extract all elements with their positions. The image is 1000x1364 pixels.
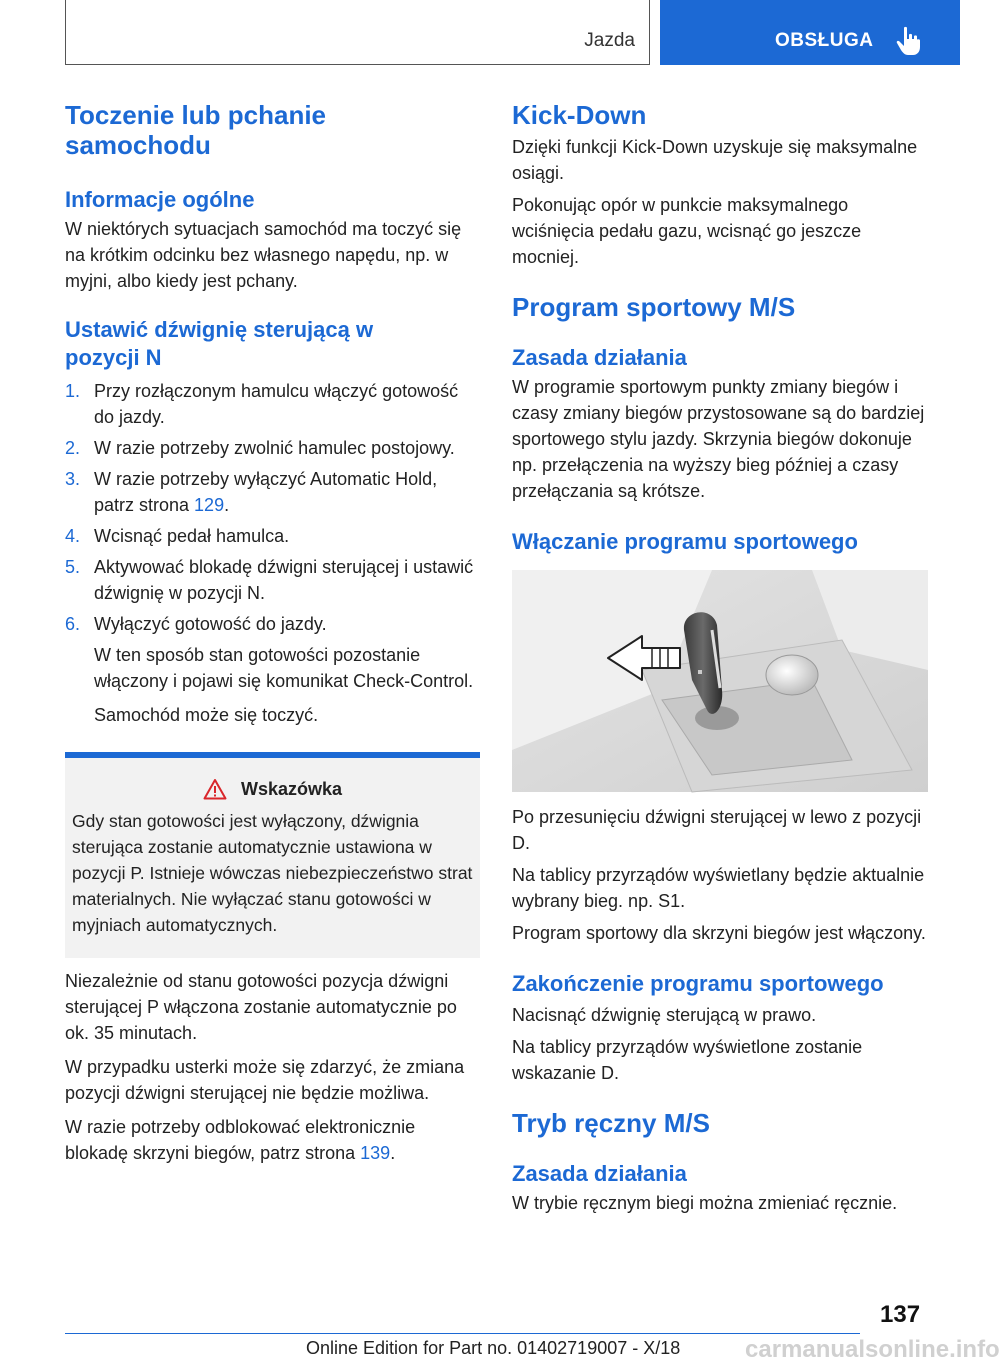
- warning-note-header: [72, 778, 473, 800]
- list-item: 3. W razie potrzeby wyłączyć Automatic Hold, patrz strona 129.: [65, 469, 438, 515]
- list-item: 5. Aktywować blokadę dźwigni sterującej i ustawić dźwignię w pozycji N.: [65, 557, 474, 603]
- sport-principle-text: W programie sportowym punkty zmiany biegów i czasy zmiany biegów przystosowane są do bardziej sportowego stylu jazdy. Skrzynia biegów dokonuje np. przełączenia na wyższy bieg później a czasy przełączania są krótsze.: [512, 377, 925, 501]
- header-frame: [65, 0, 650, 65]
- list-item: 1. Przy rozłączonym hamulcu włączyć gotowość do jazdy.: [65, 381, 459, 427]
- auto-park-text: Niezależnie od stanu gotowości pozycja dźwigni sterującej P włączona zostanie automatycznie po ok. 35 minutach.: [65, 971, 457, 1043]
- list-item: 6. Wyłączyć gotowość do jazdy.: [65, 614, 327, 634]
- warning-note: [65, 752, 480, 958]
- sport-on-text-1: Po przesunięciu dźwigni sterującej w lewo z pozycji D.: [512, 807, 922, 853]
- page-link-129[interactable]: 129: [194, 495, 225, 515]
- left-column: [65, 100, 480, 1166]
- set-lever-heading: Ustawić dźwignię sterującą w pozycji N: [65, 317, 374, 370]
- sport-on-heading: Włączanie programu sportowego: [512, 529, 858, 554]
- list-item: 2. W razie potrzeby zwolnić hamulec postojowy.: [65, 438, 455, 458]
- left-title: Toczenie lub pchanie samochodu: [65, 100, 327, 160]
- chapter-tab-label: OBSŁUGA: [775, 30, 874, 51]
- kickdown-text-1: Dzięki funkcji Kick-Down uzyskuje się maksymalne osiągi.: [512, 137, 918, 183]
- footer-divider: [65, 1333, 860, 1334]
- right-column: [512, 100, 930, 1216]
- general-info-heading: Informacje ogólne: [65, 187, 255, 212]
- step-note-rolling: Samochód może się toczyć.: [94, 705, 319, 725]
- sport-off-text-1: Nacisnąć dźwignię sterującą w prawo.: [512, 1005, 817, 1025]
- chapter-tab[interactable]: [660, 0, 960, 65]
- sport-off-heading: Zakończenie programu sportowego: [512, 971, 884, 996]
- manual-principle-text: W trybie ręcznym biegi można zmieniać ręcznie.: [512, 1193, 898, 1213]
- warning-note-title: Wskazówka: [240, 778, 343, 799]
- unlock-text: W razie potrzeby odblokować elektronicznie blokadę skrzyni biegów, patrz strona 139.: [65, 1117, 416, 1163]
- sport-on-text-3: Program sportowy dla skrzyni biegów jest włączony.: [512, 923, 926, 943]
- hand-pointer-icon: [896, 26, 922, 56]
- list-item: 4. Wcisnąć pedał hamulca.: [65, 526, 290, 546]
- step-note-check-control: W ten sposób stan gotowości pozostanie włączony i pojawi się komunikat Check-Control.: [94, 645, 474, 691]
- general-info-text: W niektórych sytuacjach samochód ma toczyć się na krótkim odcinku bez własnego napędu, np. w myjni, albo kiedy jest pchany.: [65, 219, 462, 291]
- manual-principle-heading: Zasada działania: [512, 1161, 687, 1186]
- gear-lever-drawing: [512, 570, 928, 792]
- fault-text: W przypadku usterki może się zdarzyć, że zmiana pozycji dźwigni sterującej nie będzie możliwa.: [65, 1057, 465, 1103]
- watermark: carmanualsonline.info: [745, 1336, 1000, 1363]
- warning-triangle-icon: [203, 778, 227, 800]
- sport-on-text-2: Na tablicy przyrządów wyświetlany będzie aktualnie wybrany bieg. np. S1.: [512, 865, 925, 911]
- sport-off-text-2: Na tablicy przyrządów wyświetlone zostanie wskazanie D.: [512, 1037, 863, 1083]
- section-title: Jazda: [584, 30, 635, 51]
- gear-lever-illustration: [512, 570, 928, 792]
- manual-mode-title: Tryb ręczny M/S: [512, 1108, 710, 1138]
- page-number: 137: [880, 1301, 921, 1328]
- edition-text: Online Edition for Part no. 01402719007 - X/18: [306, 1338, 681, 1358]
- kickdown-title: Kick-Down: [512, 100, 647, 130]
- kickdown-text-2: Pokonując opór w punkcie maksymalnego wciśnięcia pedału gazu, wcisnąć go jeszcze mocniej.: [512, 195, 862, 267]
- sport-program-title: Program sportowy M/S: [512, 292, 796, 322]
- sport-principle-heading: Zasada działania: [512, 345, 687, 370]
- steps-list: [65, 378, 480, 637]
- warning-note-text: Gdy stan gotowości jest wyłączony, dźwignia sterująca zostanie automatycznie ustawiona w pozycji P. Istnieje wówczas niebezpieczeństwo strat materialnych. Nie wyłączać stanu gotowości w myjniach automatycznych.: [72, 811, 473, 935]
- page-link-139[interactable]: 139: [360, 1143, 391, 1163]
